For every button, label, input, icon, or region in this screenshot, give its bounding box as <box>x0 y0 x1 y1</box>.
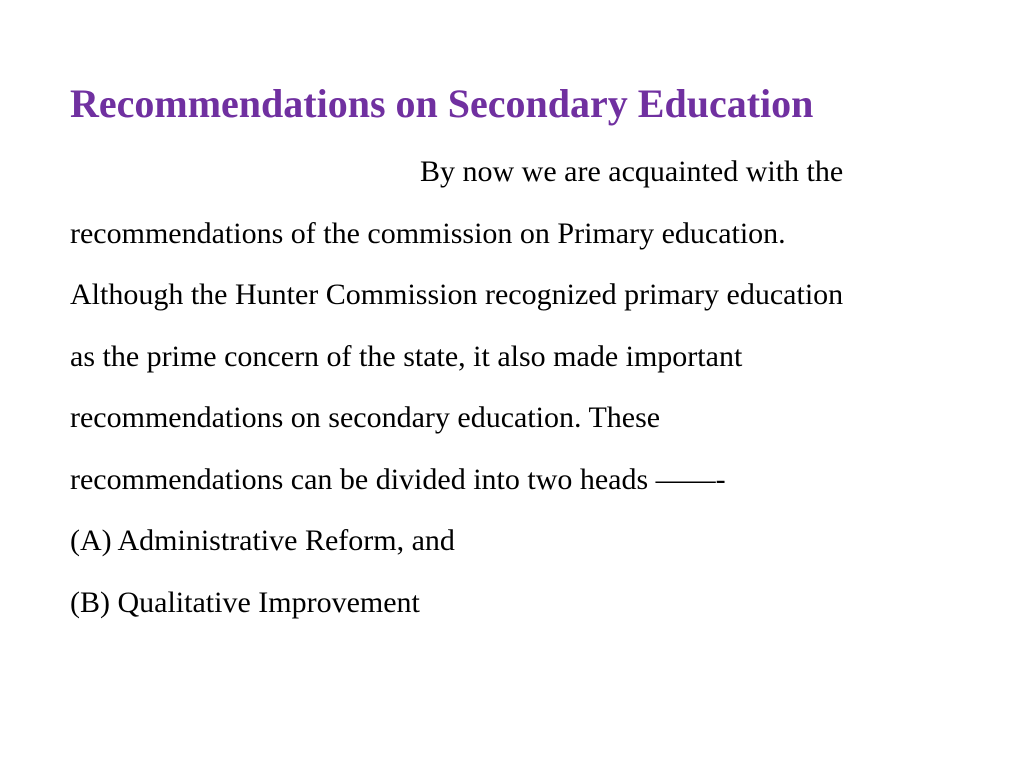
list-item-b: (B) Qualitative Improvement <box>70 585 420 619</box>
body-line-3: Although the Hunter Commission recognized primary education <box>70 278 844 311</box>
slide-body <box>70 141 970 633</box>
body-line-2: recommendations of the commission on Primary education. <box>70 216 786 250</box>
body-line-6: recommendations can be divided into two heads ——- <box>70 462 726 496</box>
body-line-4: as the prime concern of the state, it also made important <box>70 339 743 373</box>
body-line-1: By now we are acquainted with the <box>420 155 844 188</box>
list-item-a: (A) Administrative Reform, and <box>70 524 455 557</box>
body-line-5: recommendations on secondary education. These <box>70 401 661 434</box>
slide-title: Recommendations on Secondary Education <box>70 81 814 126</box>
